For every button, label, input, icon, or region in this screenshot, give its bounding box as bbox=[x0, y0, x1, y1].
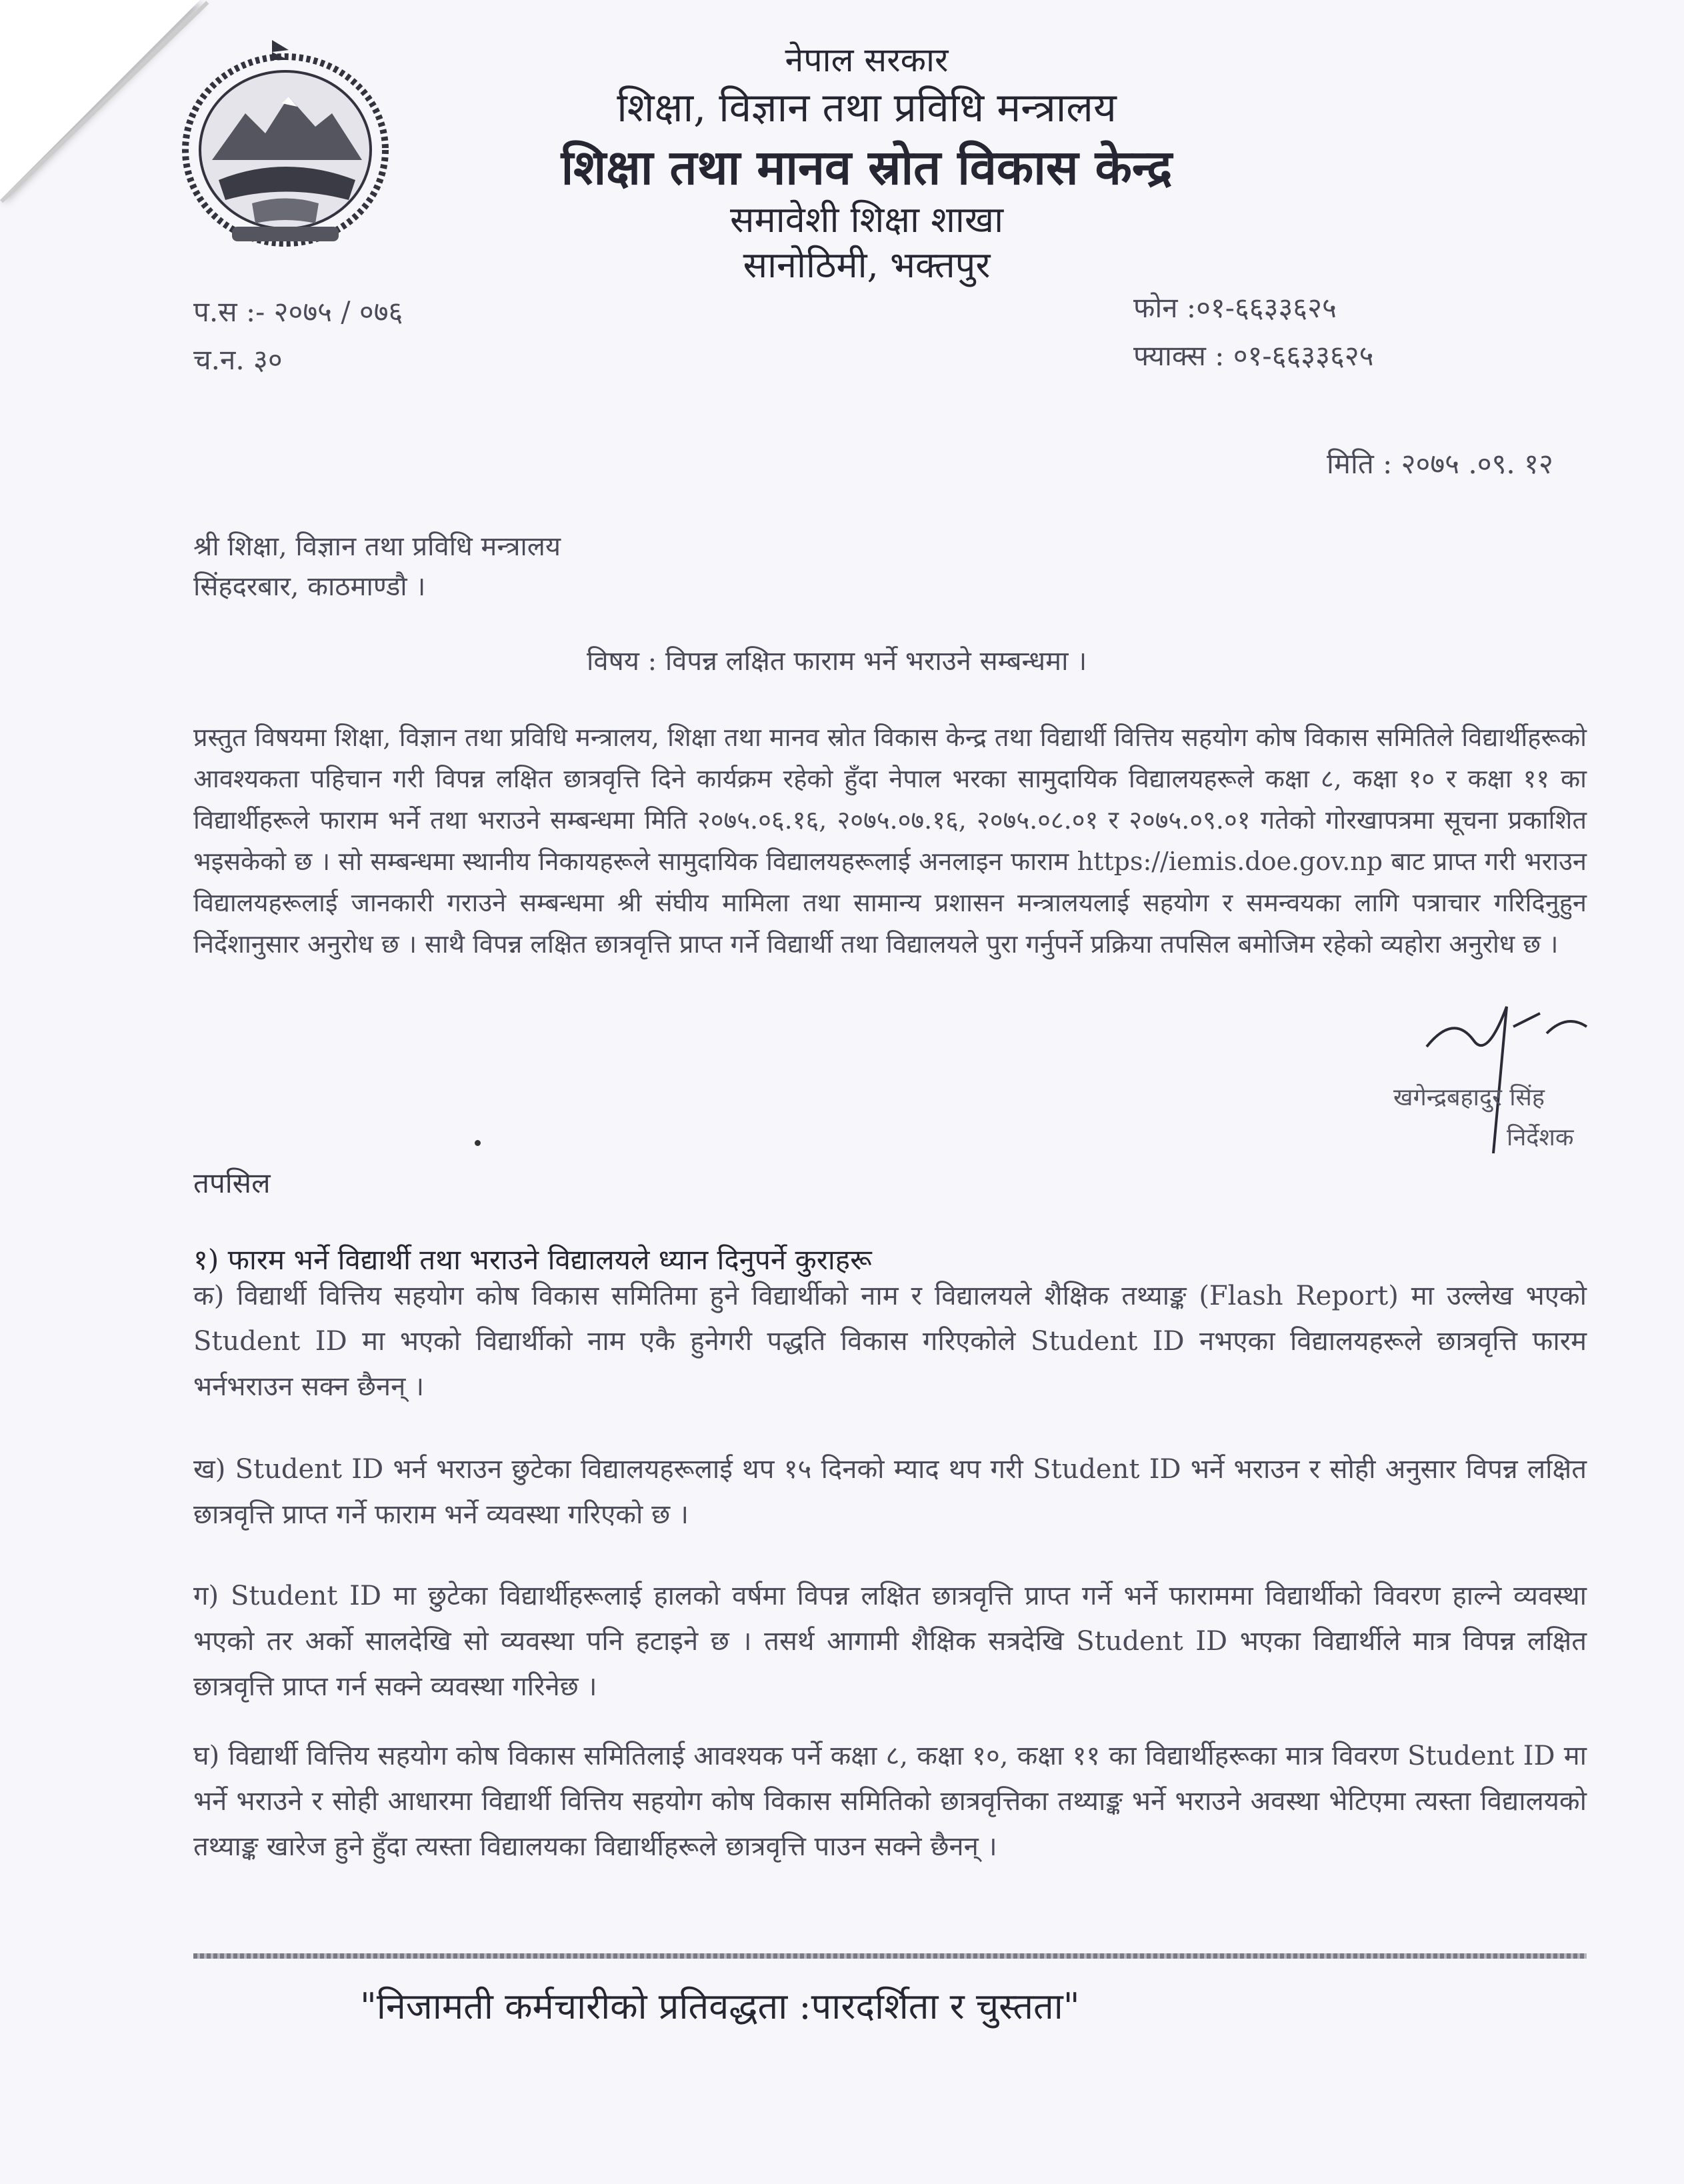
signatory-name: खगेन्द्रबहादुर सिंह bbox=[1393, 1084, 1545, 1111]
footer-divider bbox=[193, 1953, 1587, 1959]
office-location: सानोठिमी, भक्तपुर bbox=[743, 244, 991, 286]
ink-speck bbox=[475, 1140, 481, 1146]
recipient-line-2: सिंहदरबार, काठमाण्डौ । bbox=[193, 571, 426, 602]
annex-section-heading: १) फारम भर्ने विद्यार्थी तथा भराउने विद्यालयले ध्यान दिनुपर्ने कुराहरू bbox=[193, 1243, 872, 1276]
signatory-title: निर्देशक bbox=[1507, 1124, 1574, 1151]
ministry-name: शिक्षा, विज्ञान तथा प्रविधि मन्त्रालय bbox=[617, 85, 1117, 131]
recipient-line-1: श्री शिक्षा, विज्ञान तथा प्रविधि मन्त्रालय bbox=[193, 531, 561, 562]
annex-item: क) विद्यार्थी वित्तिय सहयोग कोष विकास समितिमा हुने विद्यार्थीको नाम र विद्यालयले शैक्षिक तथ्याङ्क (Flash Report) मा उल्लेख भएको Student ID मा भएको विद्यार्थीको नाम एकै हुनेगरी पद्धति विकास गरिएकोले Student ID नभएका विद्यालयहरूले छात्रवृत्ति फारम भर्नभराउन सक्न छैनन् । bbox=[193, 1281, 1587, 1402]
fax-number: फ्याक्स : ०१-६६३३६२५ bbox=[1133, 339, 1374, 372]
dispatch-number: च.न. ३० bbox=[193, 343, 283, 376]
centre-name: शिक्षा तथा मानव स्रोत विकास केन्द्र bbox=[561, 139, 1173, 195]
government-line: नेपाल सरकार bbox=[785, 41, 949, 79]
letter-body: प्रस्तुत विषयमा शिक्षा, विज्ञान तथा प्रविधि मन्त्रालय, शिक्षा तथा मानव स्रोत विकास केन्द्र तथा विद्यार्थी वित्तिय सहयोग कोष विकास समितिले विद्यार्थीहरूको आवश्यकता पहिचान गरी विपन्न लक्षित छात्रवृत्ति दिने कार्यक्रम रहेको हुँदा नेपाल भरका सामुदायिक विद्यालयहरूले कक्षा ८, कक्षा १० र कक्षा ११ का विद्यार्थीहरूले फाराम भर्ने तथा भराउने सम्बन्धमा मिति २०७५.०६.१६, २०७५.०७.१६, २०७५.०८.०१ र २०७५.०९.०१ गतेको गोरखापत्रमा सूचना प्रकाशित भइसकेको छ । सो सम्बन्धमा स्थानीय निकायहरूले सामुदायिक विद्यालयहरूलाई अनलाइन फाराम https://iemis.doe.gov.np बाट प्राप्त गरी भराउन विद्यालयहरूलाई जानकारी गराउने सम्बन्धमा श्री संघीय मामिला तथा सामान्य प्रशासन मन्त्रालयलाई सहयोग र समन्वयका लागि पत्राचार गरिदिनुहुन निर्देशानुसार अनुरोध छ । साथै विपन्न लक्षित छात्रवृत्ति प्राप्त गर्ने विद्यार्थी तथा विद्यालयले पुरा गर्नुपर्ने प्रक्रिया तपसिल बमोजिम रहेको व्यहोरा अनुरोध छ । bbox=[193, 723, 1587, 959]
reference-number: प.स :- २०७५ / ०७६ bbox=[193, 295, 403, 328]
letter-subject: विषय : विपन्न लक्षित फाराम भर्ने भराउने सम्बन्धमा । bbox=[587, 646, 1087, 677]
footer-motto: "निजामती कर्मचारीको प्रतिवद्धता :पारदर्शिता र चुस्तता" bbox=[360, 1985, 1080, 2027]
annex-title: तपसिल bbox=[193, 1167, 271, 1199]
annex-item: ग) Student ID मा छुटेका विद्यार्थीहरूलाई हालको वर्षमा विपन्न लक्षित छात्रवृत्ति प्राप्त गर्ने भर्ने फाराममा विद्यार्थीको विवरण हाल्ने व्यवस्था भएको तर अर्को सालदेखि सो व्यवस्था पनि हटाइने छ । तसर्थ आगामी शैक्षिक सत्रदेखि Student ID भएका विद्यार्थीले मात्र विपन्न लक्षित छात्रवृत्ति प्राप्त गर्न सक्ने व्यवस्था गरिनेछ । bbox=[193, 1581, 1587, 1702]
section-name: समावेशी शिक्षा शाखा bbox=[729, 199, 1004, 241]
phone-number: फोन :०१-६६३३६२५ bbox=[1133, 291, 1337, 324]
nepal-emblem-icon bbox=[172, 33, 399, 260]
annex-item: ख) Student ID भर्न भराउन छुटेका विद्यालयहरूलाई थप १५ दिनको म्याद थप गरी Student ID भर्ने भराउन र सोही अनुसार विपन्न लक्षित छात्रवृत्ति प्राप्त गर्ने फाराम भर्ने व्यवस्था गरिएको छ । bbox=[193, 1454, 1587, 1530]
annex-item: घ) विद्यार्थी वित्तिय सहयोग कोष विकास समितिलाई आवश्यक पर्ने कक्षा ८, कक्षा १०, कक्षा ११ का विद्यार्थीहरूका मात्र विवरण Student ID मा भर्ने भराउने र सोही आधारमा विद्यार्थी वित्तिय सहयोग कोष विकास समितिको छात्रवृत्तिका तथ्याङ्क भर्ने भराउने अवस्था भेटिएमा त्यस्ता विद्यालयको तथ्याङ्क खारेज हुने हुँदा त्यस्ता विद्यालयका विद्यार्थीहरूले छात्रवृत्ति पाउन सक्ने छैनन् । bbox=[193, 1741, 1587, 1862]
letter-date: मिति : २०७५ .०९. १२ bbox=[1327, 447, 1553, 480]
